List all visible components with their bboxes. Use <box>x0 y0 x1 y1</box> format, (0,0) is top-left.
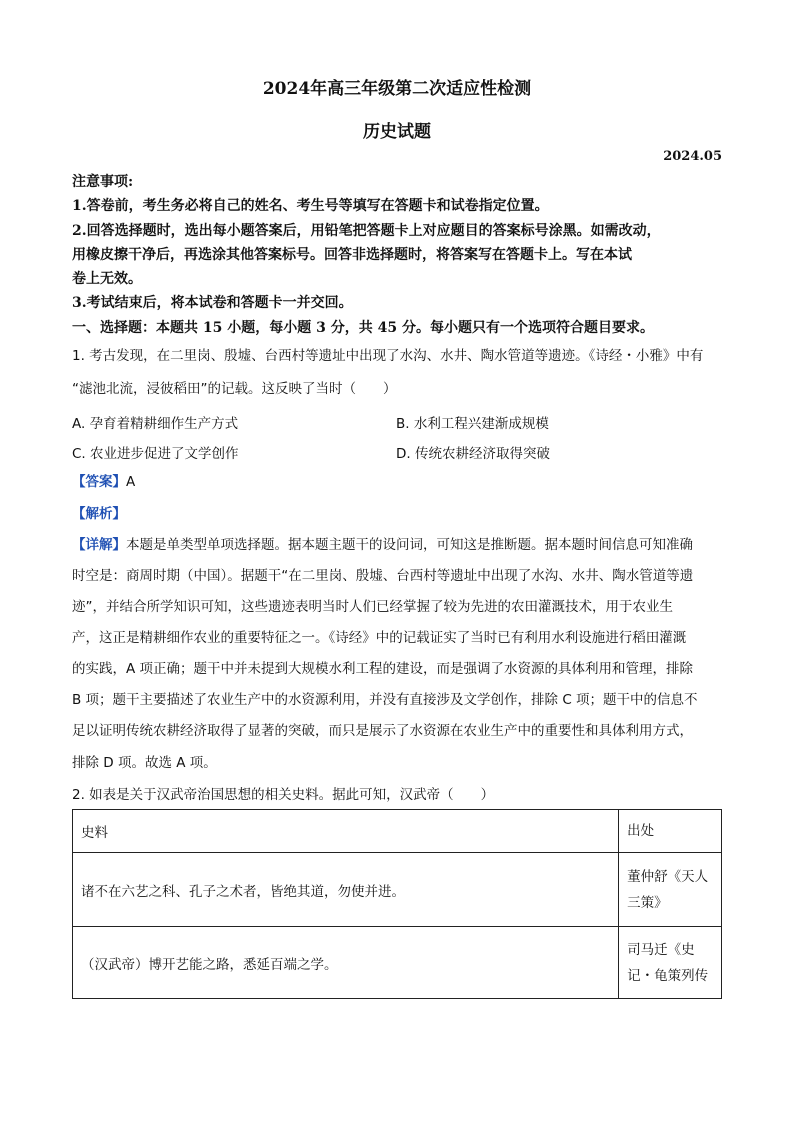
answer-value: A <box>126 474 136 490</box>
q1-analysis-heading <box>72 505 722 523</box>
notice-line-5: 3.考试结束后，将本试卷和答题卡一并交回。 <box>72 295 353 311</box>
analysis-tag: 【解析】 <box>72 506 126 522</box>
table-header-row <box>73 810 722 853</box>
notice-line-2: 2.回答选择题时，选出每小题答案后，用铅笔把答题卡上对应题目的答案标号涂黑。如需改动， <box>72 223 661 239</box>
q1-stem-line-2: “滤池北流，浸彼稻田”的记载。这反映了当时（ ） <box>72 381 397 397</box>
notice-line-1: 1.答卷前，考生务必将自己的姓名、考生号等填写在答题卡和试卷指定位置。 <box>72 198 549 214</box>
exam-date: 2024.05 <box>663 149 722 164</box>
table-cell-origin: 董仲舒《天人三策》 <box>619 853 722 927</box>
q1-option-a: A. 孕育着精耕细作生产方式 <box>72 416 239 432</box>
table-row <box>73 853 722 927</box>
notice-line-4: 卷上无效。 <box>72 271 142 287</box>
q1-option-b: B. 水利工程兴建渐成规模 <box>396 416 549 432</box>
detail-tag: 【详解】 <box>72 537 126 553</box>
answer-tag: 【答案】 <box>72 474 126 490</box>
detail-text-1: 本题是单类型单项选择题。据本题主题干的设问词，可知这是推断题。据本题时间信息可知准确 <box>126 537 693 553</box>
q1-detail-line-5: 的实践，A 项正确；题干中并未提到大规模水利工程的建设，而是强调了水资源的具体利用和管理，排除 <box>72 661 694 677</box>
table-header-origin: 出处 <box>619 810 722 853</box>
table-cell-source: （汉武帝）博开艺能之路，悉延百端之学。 <box>73 927 619 999</box>
q1-stem-line-1: 1. 考古发现，在二里岗、殷墟、台西村等遗址中出现了水沟、水井、陶水管道等遗迹。《诗经・小雅》中有 <box>72 348 704 364</box>
exam-title: 2024年高三年级第二次适应性检测 <box>262 79 532 99</box>
q2-stem: 2. 如表是关于汉武帝治国思想的相关史料。据此可知，汉武帝（ ） <box>72 787 495 803</box>
q1-detail-line-6: B 项；题干主要描述了农业生产中的水资源利用，并没有直接涉及文学创作，排除 C 项；题干中的信息不 <box>72 692 698 708</box>
exam-subtitle: 历史试题 <box>363 122 431 142</box>
q1-detail-line-1 <box>72 536 722 554</box>
notice-heading: 注意事项: <box>72 174 134 190</box>
table-cell-source: 诸不在六艺之科、孔子之术者，皆绝其道，勿使并进。 <box>73 853 619 927</box>
notice-line-3: 用橡皮擦干净后，再选涂其他答案标号。回答非选择题时，将答案写在答题卡上。写在本试 <box>72 247 632 263</box>
q1-detail-line-3: 迹”，并结合所学知识可知，这些遗迹表明当时人们已经掌握了较为先进的农田灌溉技术，用于农业生 <box>72 599 673 615</box>
q1-option-c: C. 农业进步促进了文学创作 <box>72 446 239 462</box>
table-cell-origin: 司马迁《史记・龟策列传 <box>619 927 722 999</box>
q1-answer <box>72 473 722 491</box>
q1-detail-line-2: 时空是：商周时期（中国）。据题干“在二里岗、殷墟、台西村等遗址中出现了水沟、水井、陶水管道等遗 <box>72 568 694 584</box>
q1-option-d: D. 传统农耕经济取得突破 <box>396 446 550 462</box>
q1-detail-line-7: 足以证明传统农耕经济取得了显著的突破，而只是展示了水资源在农业生产中的重要性和具体利用方式， <box>72 723 693 739</box>
section-heading: 一、选择题：本题共 15 小题，每小题 3 分，共 45 分。每小题只有一个选项符合题目要求。 <box>72 320 654 336</box>
table-header-source: 史料 <box>73 810 619 853</box>
q1-detail-line-4: 产，这正是精耕细作农业的重要特征之一。《诗经》中的记载证实了当时已有利用水利设施进行稻田灌溉 <box>72 630 687 646</box>
table-row <box>73 927 722 999</box>
q1-detail-line-8: 排除 D 项。故选 A 项。 <box>72 755 217 771</box>
q2-source-table <box>72 809 722 999</box>
